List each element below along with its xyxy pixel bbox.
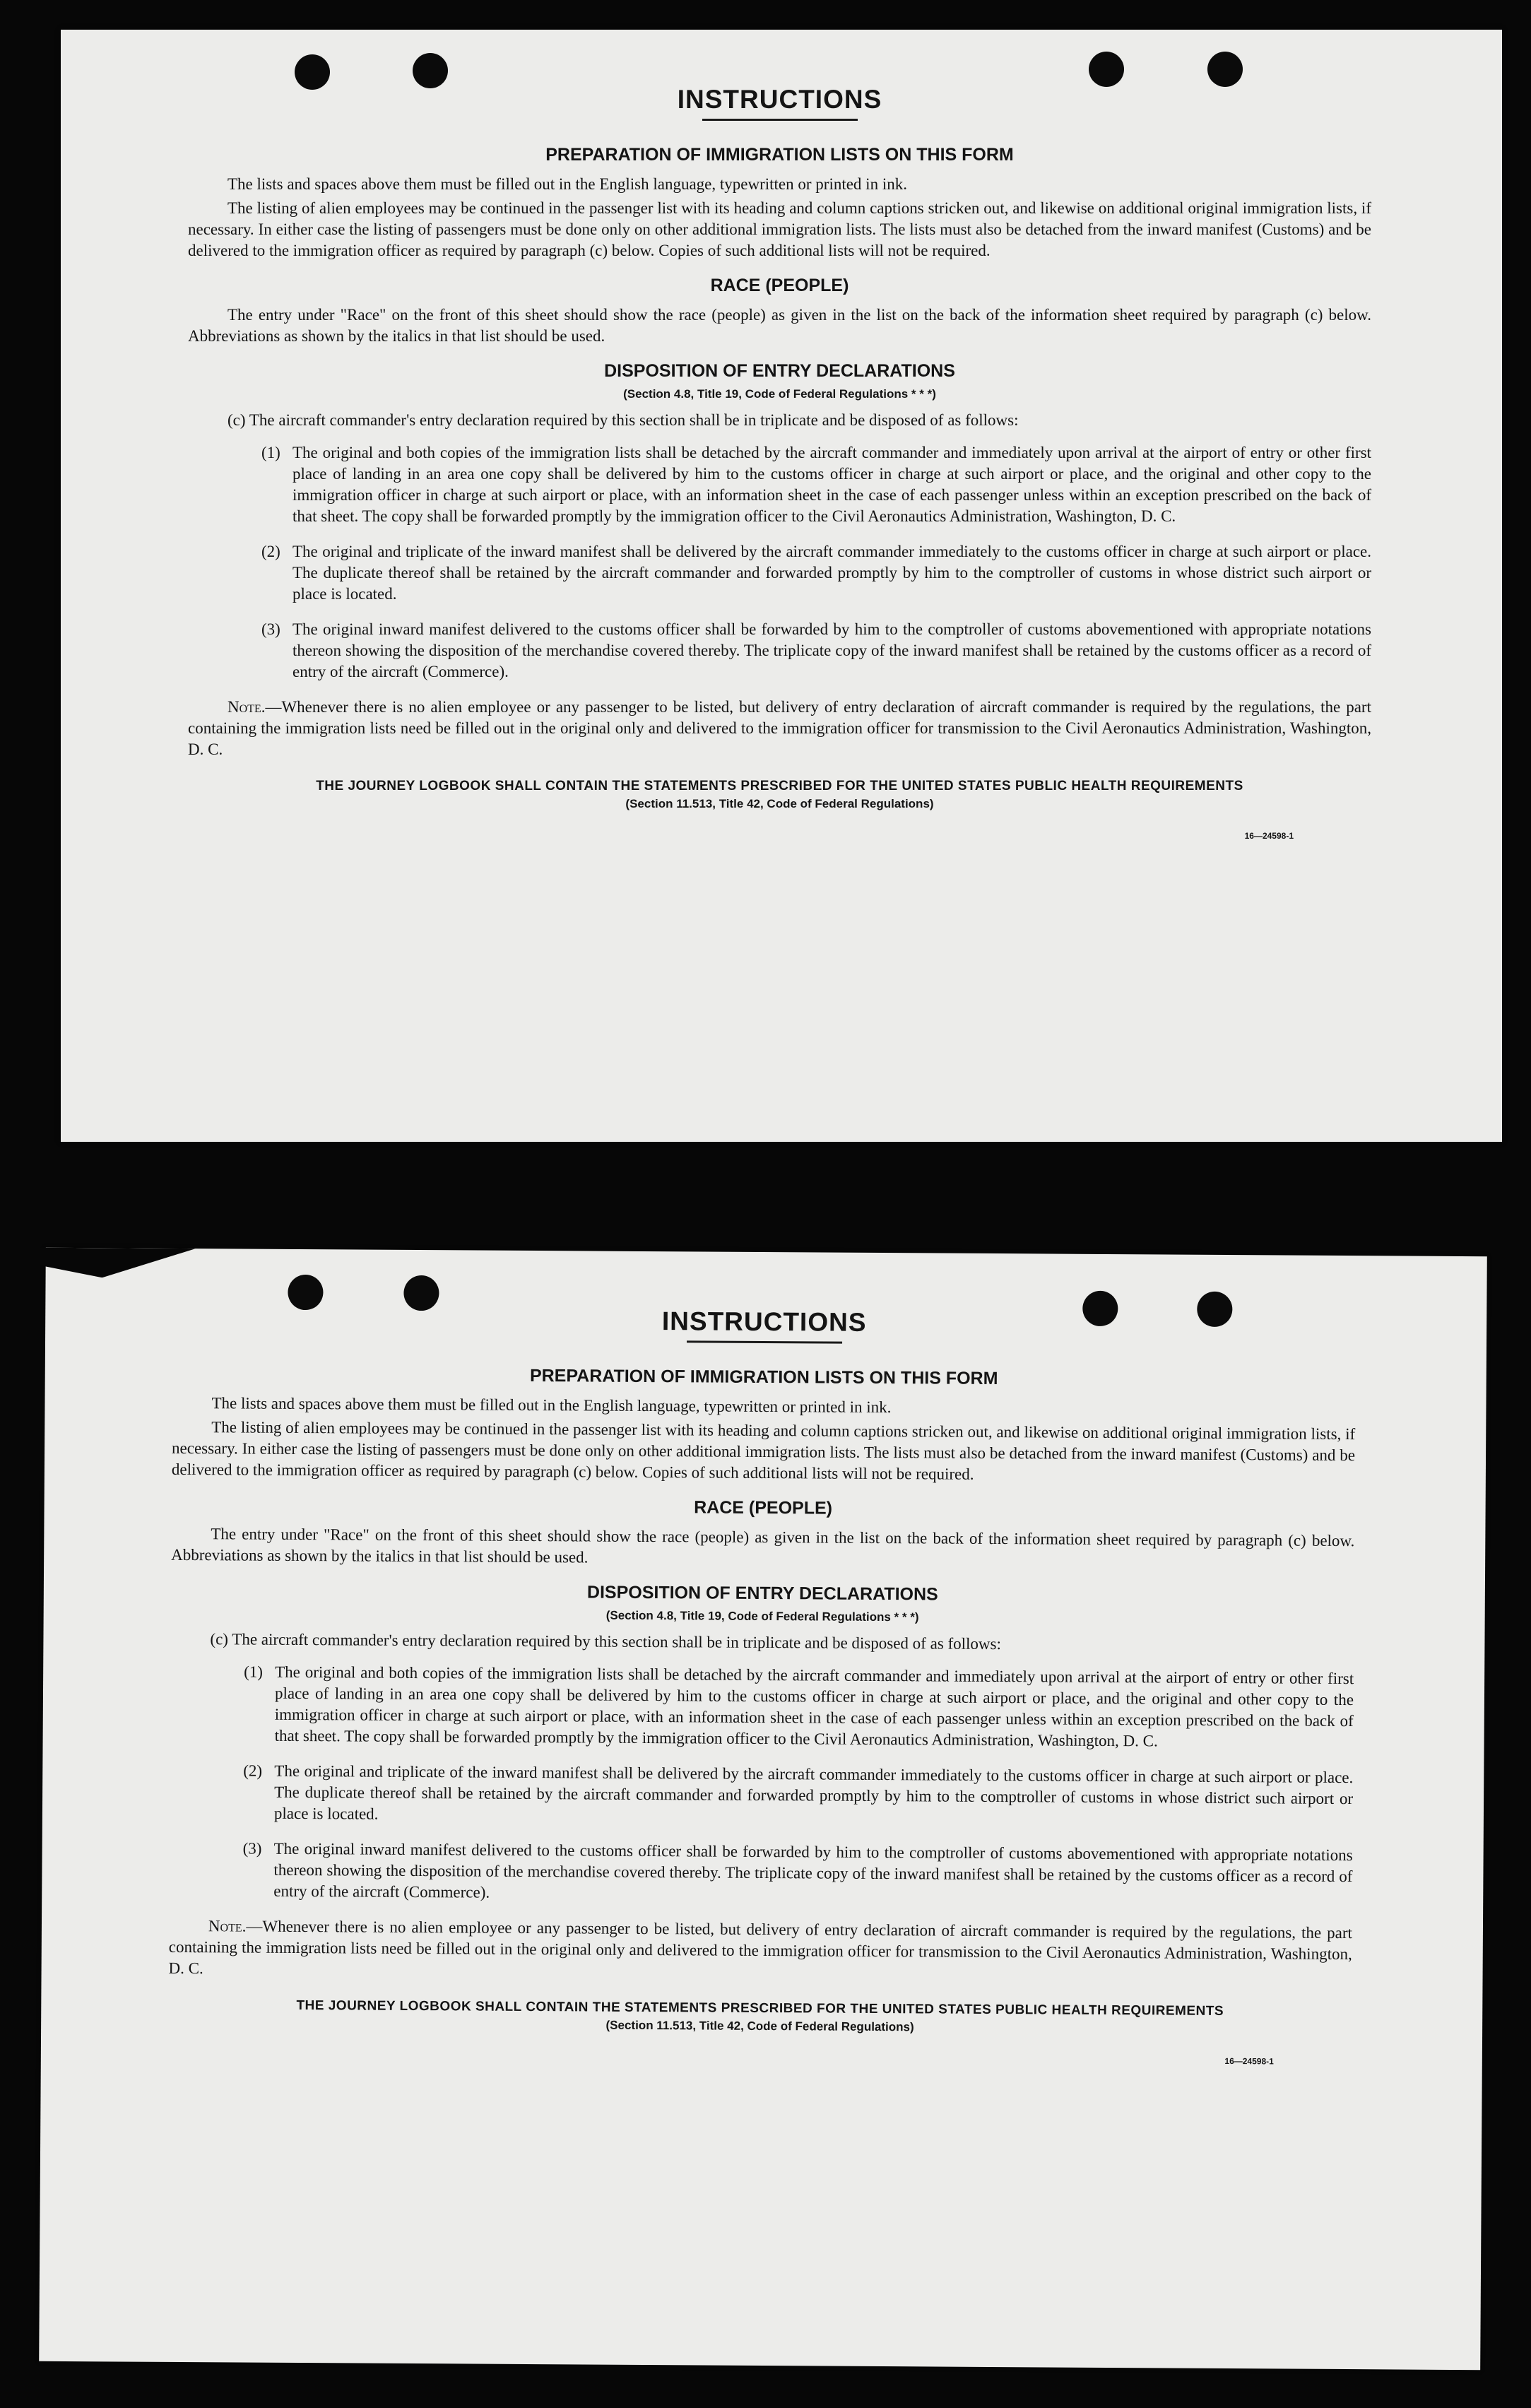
section-heading-race: RACE (PEOPLE) bbox=[694, 1497, 833, 1518]
item-text: The original inward manifest delivered to the customs officer shall be forwarded by him to the comptroller of customs abovementioned with appropriate notations thereon showing the disposition of the merchandise covered thereby. The triplicate copy of the inward manifest shall be retained by the customs officer as a record of entry of the aircraft (Commerce). bbox=[273, 1839, 1353, 1901]
form-number: 16—24598-1 bbox=[1224, 2055, 1274, 2067]
logbook-requirement: THE JOURNEY LOGBOOK SHALL CONTAIN THE STATEMENTS PRESCRIBED FOR THE UNITED STATES PUBLIC HEALTH REQUIREMENTS bbox=[296, 1997, 1224, 2019]
section-heading-disposition: DISPOSITION OF ENTRY DECLARATIONS bbox=[586, 1582, 938, 1605]
instruction-sheet-2 bbox=[39, 1248, 1487, 2370]
title-underline bbox=[702, 119, 858, 121]
section-heading-preparation: PREPARATION OF IMMIGRATION LISTS ON THIS FORM bbox=[545, 145, 1014, 165]
paragraph: The listing of alien employees may be continued in the passenger list with its heading and column captions stricken out, and likewise on additional original immigration lists, if necessary. In either case the listing of passengers must be done only on other additional immigration lists. The lists must also be detached from the inward manifest (Customs) and be delivered to the immigration officer as required by paragraph (c) below. Copies of such additional lists will not be required. bbox=[188, 199, 1371, 259]
punch-hole bbox=[1089, 52, 1124, 87]
page-title: INSTRUCTIONS bbox=[661, 1306, 867, 1337]
section-heading-disposition: DISPOSITION OF ENTRY DECLARATIONS bbox=[604, 361, 955, 381]
list-item bbox=[261, 541, 1371, 605]
list-item bbox=[242, 1839, 1353, 1909]
item-number: (1) bbox=[261, 444, 280, 461]
item-text: The original inward manifest delivered to the customs officer shall be forwarded by him to the comptroller of customs abovementioned with appropriate notations thereon showing the disposition of the merchandise covered thereby. The triplicate copy of the inward manifest shall be retained by the customs officer as a record of entry of the aircraft (Commerce). bbox=[292, 620, 1371, 680]
item-number: (2) bbox=[261, 543, 280, 560]
list-item bbox=[243, 1761, 1354, 1831]
item-text: The original and triplicate of the inward manifest shall be delivered by the aircraft commander immediately to the customs officer in charge at such airport or place. The duplicate thereof shall be retained by the aircraft commander and forwarded promptly by him to the comptroller of customs in whose district such airport or place is located. bbox=[292, 543, 1371, 603]
paragraph-c: (c) The aircraft commander's entry declaration required by this section shall be in triplicate and be disposed of as follows: bbox=[227, 411, 1019, 429]
note-text: —Whenever there is no alien employee or any passenger to be listed, but delivery of entry declaration of aircraft commander is required by the regulations, the part containing the immigration lists need be filled out in the original only and delivered to the immigration officer for transmission to the Civil Aeronautics Administration, Washington, D. C. bbox=[168, 1917, 1353, 1978]
title-underline bbox=[687, 1340, 842, 1343]
paragraph-c: (c) The aircraft commander's entry declaration required by this section shall be in triplicate and be disposed of as follows: bbox=[210, 1630, 1002, 1653]
list-item bbox=[261, 619, 1371, 683]
note-label: Note. bbox=[227, 698, 266, 716]
note-paragraph bbox=[188, 697, 1371, 760]
punch-hole bbox=[413, 53, 448, 88]
sheet-content bbox=[168, 1304, 1356, 2067]
logbook-citation: (Section 11.513, Title 42, Code of Federal Regulations) bbox=[605, 2018, 914, 2034]
item-number: (3) bbox=[261, 620, 280, 638]
paragraph: The entry under "Race" on the front of this sheet should show the race (people) as given in the list on the back of the information sheet required by paragraph (c) below. Abbreviations as shown by the italics in that list should be used. bbox=[188, 306, 1371, 345]
page-title: INSTRUCTIONS bbox=[677, 85, 882, 114]
item-text: The original and triplicate of the inward manifest shall be delivered by the aircraft commander immediately to the customs officer in charge at such airport or place. The duplicate thereof shall be retained by the aircraft commander and forwarded promptly by him to the comptroller of customs in whose district such airport or place is located. bbox=[273, 1761, 1354, 1823]
form-number: 16—24598-1 bbox=[1244, 831, 1294, 841]
instruction-sheet-1 bbox=[61, 30, 1502, 1142]
sheet-content bbox=[188, 85, 1371, 841]
paragraph: The lists and spaces above them must be filled out in the English language, typewritten or printed in ink. bbox=[227, 175, 907, 193]
item-number: (2) bbox=[243, 1761, 263, 1780]
logbook-citation: (Section 11.513, Title 42, Code of Federal Regulations) bbox=[625, 797, 934, 810]
punch-hole bbox=[1207, 52, 1243, 87]
logbook-requirement: THE JOURNEY LOGBOOK SHALL CONTAIN THE STATEMENTS PRESCRIBED FOR THE UNITED STATES PUBLIC HEALTH REQUIREMENTS bbox=[316, 779, 1243, 793]
regulation-citation: (Section 4.8, Title 19, Code of Federal Regulations * * *) bbox=[605, 1608, 919, 1624]
note-text: —Whenever there is no alien employee or any passenger to be listed, but delivery of entry declaration of aircraft commander is required by the regulations, the part containing the immigration lists need be filled out in the original only and delivered to the immigration officer for transmission to the Civil Aeronautics Administration, Washington, D. C. bbox=[188, 698, 1371, 758]
list-item bbox=[244, 1662, 1354, 1754]
note-paragraph bbox=[169, 1916, 1353, 1986]
item-number: (1) bbox=[244, 1663, 264, 1681]
paragraph: The lists and spaces above them must be filled out in the English language, typewritten or printed in ink. bbox=[211, 1394, 892, 1417]
note-label: Note. bbox=[208, 1917, 247, 1935]
paragraph: The entry under "Race" on the front of this sheet should show the race (people) as given in the list on the back of the information sheet required by paragraph (c) below. Abbreviations as shown by the italics in that list should be used. bbox=[171, 1525, 1355, 1566]
section-heading-race: RACE (PEOPLE) bbox=[710, 276, 849, 295]
item-text: The original and both copies of the immigration lists shall be detached by the aircraft commander and immediately upon arrival at the airport of entry or other first place of landing in an area one copy shall be delivered by him to the customs officer in charge at such airport or place, and the original and other copy to the immigration officer in charge at such airport or place, with an information sheet in the case of each passenger unless within an exception prescribed on the back of that sheet. The copy shall be forwarded promptly by the immigration officer to the Civil Aeronautics Administration, Washington, D. C. bbox=[274, 1663, 1354, 1750]
regulation-citation: (Section 4.8, Title 19, Code of Federal Regulations * * *) bbox=[623, 387, 936, 401]
item-text: The original and both copies of the immigration lists shall be detached by the aircraft commander and immediately upon arrival at the airport of entry or other first place of landing in an area one copy shall be delivered by him to the customs officer in charge at such airport or place, and the original and other copy to the immigration officer in charge at such airport or place, with an information sheet in the case of each passenger unless within an exception prescribed on the back of that sheet. The copy shall be forwarded promptly by the immigration officer to the Civil Aeronautics Administration, Washington, D. C. bbox=[292, 444, 1371, 525]
list-item bbox=[261, 442, 1371, 527]
item-number: (3) bbox=[242, 1839, 262, 1858]
section-heading-preparation: PREPARATION OF IMMIGRATION LISTS ON THIS FORM bbox=[529, 1365, 998, 1389]
paragraph: The listing of alien employees may be continued in the passenger list with its heading and column captions stricken out, and likewise on additional original immigration lists, if necessary. In either case the listing of passengers must be done only on other additional immigration lists. The lists must also be detached from the inward manifest (Customs) and be delivered to the immigration officer as required by paragraph (c) below. Copies of such additional lists will not be required. bbox=[171, 1418, 1356, 1483]
